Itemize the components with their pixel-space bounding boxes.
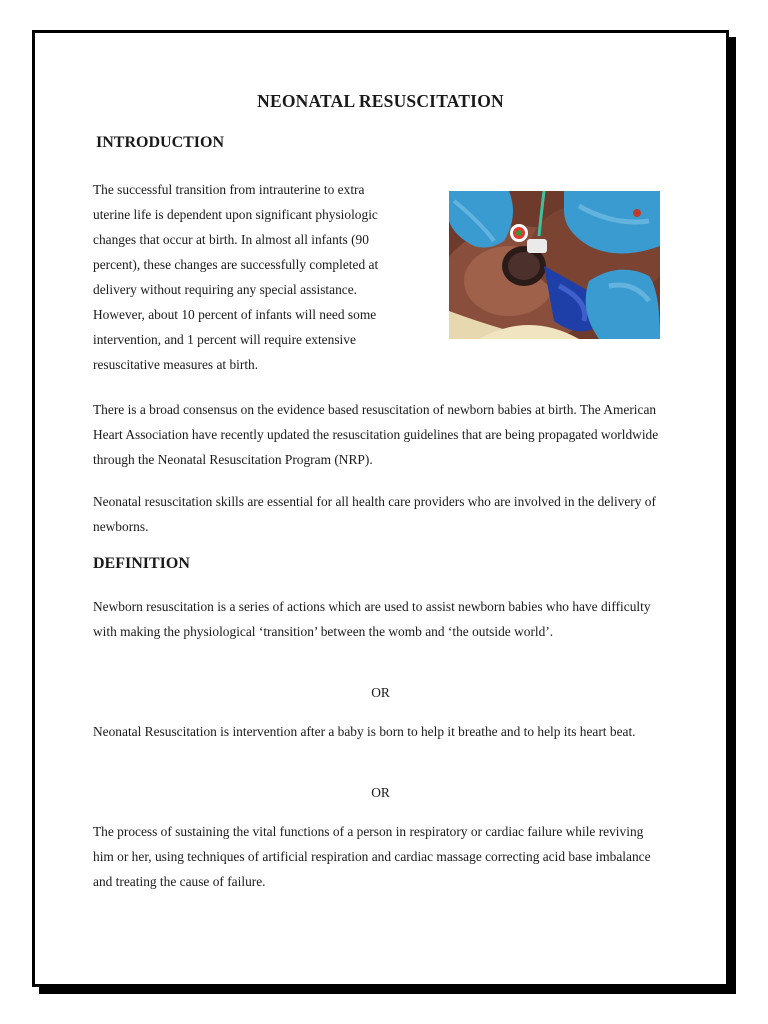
intro-paragraph-3: Neonatal resuscitation skills are essential for all health care providers who are involved in the delivery of newborns. (93, 494, 656, 534)
or-separator: OR (371, 785, 390, 800)
intro-paragraph-2: There is a broad consensus on the evidence based resuscitation of newborn babies at birth. The American Heart Association have recently updated the resuscitation guidelines that are being propagated worldwide through the Neonatal Resuscitation Program (NRP). (93, 402, 659, 467)
section-heading-introduction: INTRODUCTION (96, 134, 225, 151)
definition-paragraph-3: The process of sustaining the vital functions of a person in respiratory or cardiac failure while reviving him or her, using techniques of artificial respiration and cardiac massage correcting acid base imbalance and treating the cause of failure. (93, 824, 651, 889)
text-line: changes that occur at birth. In almost all infants (90 (93, 232, 369, 247)
section-heading-definition: DEFINITION (93, 555, 190, 572)
document-page (32, 30, 729, 987)
text-line: delivery without requiring any special assistance. (93, 282, 358, 297)
text-line: The successful transition from intrauterine to extra (93, 182, 365, 197)
intro-paragraph-1 (93, 177, 433, 377)
illustration-svg (449, 191, 660, 339)
neonatal-bag-mask-ventilation-image (449, 191, 660, 339)
text-line: percent), these changes are successfully completed at (93, 257, 379, 272)
document-title: NEONATAL RESUSCITATION (257, 91, 504, 111)
text-line: uterine life is dependent upon significant physiologic (93, 207, 378, 222)
text-line: resuscitative measures at birth. (93, 357, 259, 372)
definition-paragraph-2: Neonatal Resuscitation is intervention after a baby is born to help it breathe and to help its heart beat. (93, 724, 636, 739)
definition-paragraph-1: Newborn resuscitation is a series of actions which are used to assist newborn babies who have difficulty with making the physiological ‘transition’ between the womb and ‘the outside world’. (93, 599, 651, 639)
text-line: However, about 10 percent of infants will need some (93, 307, 377, 322)
text-line: intervention, and 1 percent will require extensive (93, 332, 356, 347)
or-separator: OR (371, 685, 390, 700)
